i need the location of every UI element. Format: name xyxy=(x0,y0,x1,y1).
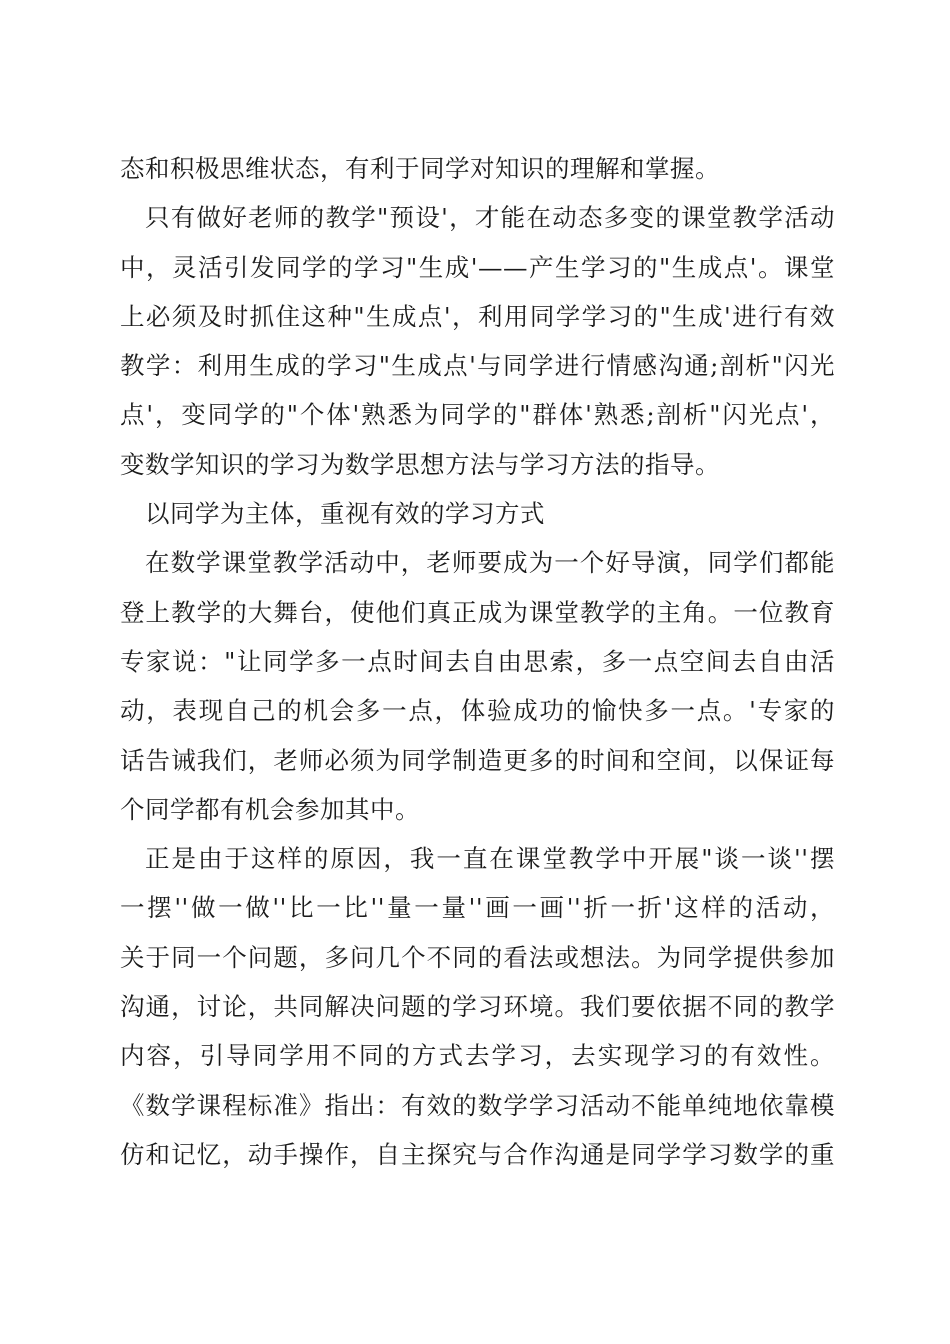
text-line: 只有做好老师的教学"预设'，才能在动态多变的课堂教学活动 xyxy=(145,203,835,233)
text-line: 登上教学的大舞台，使他们真正成为课堂教学的主角。一位教育 xyxy=(120,597,835,627)
text-line: 沟通，讨论，共同解决问题的学习环境。我们要依据不同的教学 xyxy=(120,992,835,1022)
text-line: 动，表现自己的机会多一点，体验成功的愉快多一点。'专家的 xyxy=(120,696,835,726)
text-line: 关于同一个问题，多问几个不同的看法或想法。为同学提供参加 xyxy=(120,942,835,972)
text-line: 一摆''做一做''比一比''量一量''画一画''折一折'这样的活动， xyxy=(120,893,835,923)
text-line: 正是由于这样的原因，我一直在课堂教学中开展"谈一谈''摆 xyxy=(145,844,835,874)
text-line: 专家说："让同学多一点时间去自由思索，多一点空间去自由活 xyxy=(120,646,835,676)
text-line: 以同学为主体，重视有效的学习方式 xyxy=(145,499,545,529)
text-line: 话告诫我们，老师必须为同学制造更多的时间和空间，以保证每 xyxy=(120,745,835,775)
text-line: 中，灵活引发同学的学习"生成'——产生学习的"生成点'。课堂 xyxy=(120,252,835,282)
text-line: 内容，引导同学用不同的方式去学习，去实现学习的有效性。 xyxy=(120,1041,835,1071)
text-line: 在数学课堂教学活动中，老师要成为一个好导演，同学们都能 xyxy=(145,548,835,578)
text-line: 变数学知识的学习为数学思想方法与学习方法的指导。 xyxy=(120,449,720,479)
text-line: 点'，变同学的"个体'熟悉为同学的"群体'熟悉;剖析"闪光点'， xyxy=(120,400,835,430)
text-line: 教学：利用生成的学习"生成点'与同学进行情感沟通;剖析"闪光 xyxy=(120,351,835,381)
text-line: 态和积极思维状态，有利于同学对知识的理解和掌握。 xyxy=(120,154,720,183)
text-line: 上必须及时抓住这种"生成点'，利用同学学习的"生成'进行有效 xyxy=(120,301,835,331)
text-line: 《数学课程标准》指出：有效的数学学习活动不能单纯地依靠模 xyxy=(120,1090,835,1120)
text-line: 仿和记忆，动手操作，自主探究与合作沟通是同学学习数学的重 xyxy=(120,1139,835,1169)
body-text xyxy=(120,144,835,1179)
text-line: 个同学都有机会参加其中。 xyxy=(120,794,420,824)
